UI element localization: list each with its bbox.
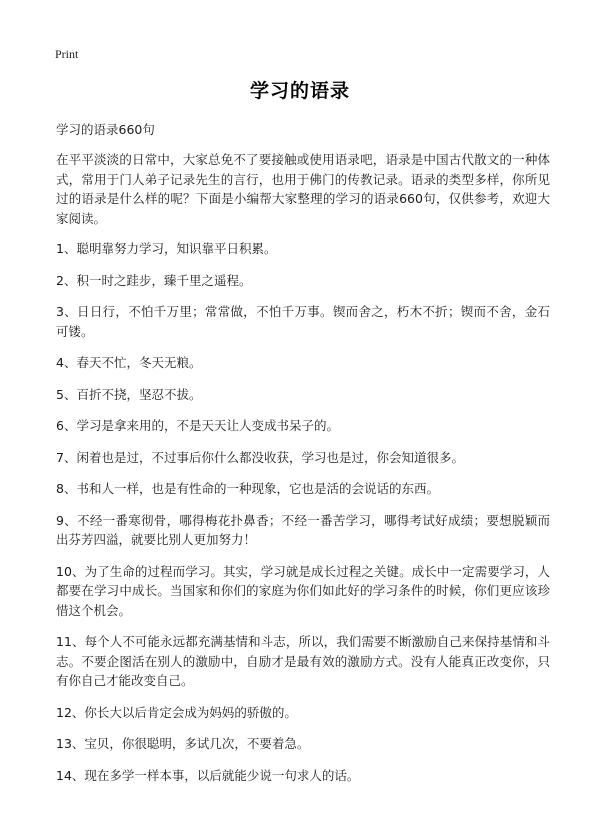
quote-paragraph: 11、每个人不可能永远都充满基情和斗志，所以，我们需要不断激励自己来保持基情和斗志。不要企图活在别人的激励中，自励才是最有效的激励方式。没有人能真正改变你，只有你自己才能改变自己。 [56, 634, 550, 688]
quote-paragraph: 3、日日行，不怕千万里；常常做，不怕千万事。锲而舍之，朽木不折；锲而不舍，金石可镂。 [56, 304, 550, 339]
quote-paragraph: 12、你长大以后肯定会成为妈妈的骄傲的。 [56, 704, 297, 720]
quote-paragraph: 1、聪明靠努力学习，知识靠平日积累。 [56, 241, 277, 256]
quote-paragraph: 5、百折不挠，坚忍不拔。 [56, 386, 202, 402]
quote-paragraph: 13、宝贝，你很聪明，多试几次，不要着急。 [56, 736, 310, 751]
document-subtitle: 学习的语录660句 [56, 122, 155, 137]
quote-paragraph: 2、积一时之跬步，臻千里之遥程。 [56, 272, 252, 288]
quote-paragraph: 10、为了生命的过程而学习。其实，学习就是成长过程之关键。成长中一定需要学习，人都要在学习中成长。当国家和你们的家庭为你们如此好的学习条件的时候，你们更应该珍惜这个机会。 [56, 563, 550, 618]
quote-paragraph: 6、学习是拿来用的，不是天天让人变成书呆子的。 [56, 418, 339, 433]
intro-paragraph: 在平平淡淡的日常中，大家总免不了要接触或使用语录吧，语录是中国古代散文的一种体式，常用于门人弟子记录先生的言行，也用于佛门的传教记录。语录的类型多样，你所见过的语录是什么样的呢？下面是小编帮大家整理的学习的语录660句，仅供参考，欢迎大家阅读。 [56, 152, 550, 226]
quote-paragraph: 9、不经一番寒彻骨，哪得梅花扑鼻香；不经一番苦学习，哪得考试好成绩；要想脱颖而出芬芳四溢，就要比别人更加努力！ [56, 512, 550, 547]
print-link[interactable]: Print [55, 47, 79, 61]
quote-paragraph: 4、春天不忙，冬天无粮。 [56, 355, 202, 370]
document-body [56, 150, 550, 797]
quote-paragraph: 14、现在多学一样本事，以后就能少说一句求人的话。 [56, 767, 360, 783]
quote-paragraph: 7、闲着也是过，不过事后你什么都没收获，学习也是过，你会知道很多。 [56, 449, 464, 465]
quote-paragraph: 8、书和人一样，也是有性命的一种现象，它也是活的会说话的东西。 [56, 481, 439, 496]
page-title: 学习的语录 [249, 80, 350, 102]
